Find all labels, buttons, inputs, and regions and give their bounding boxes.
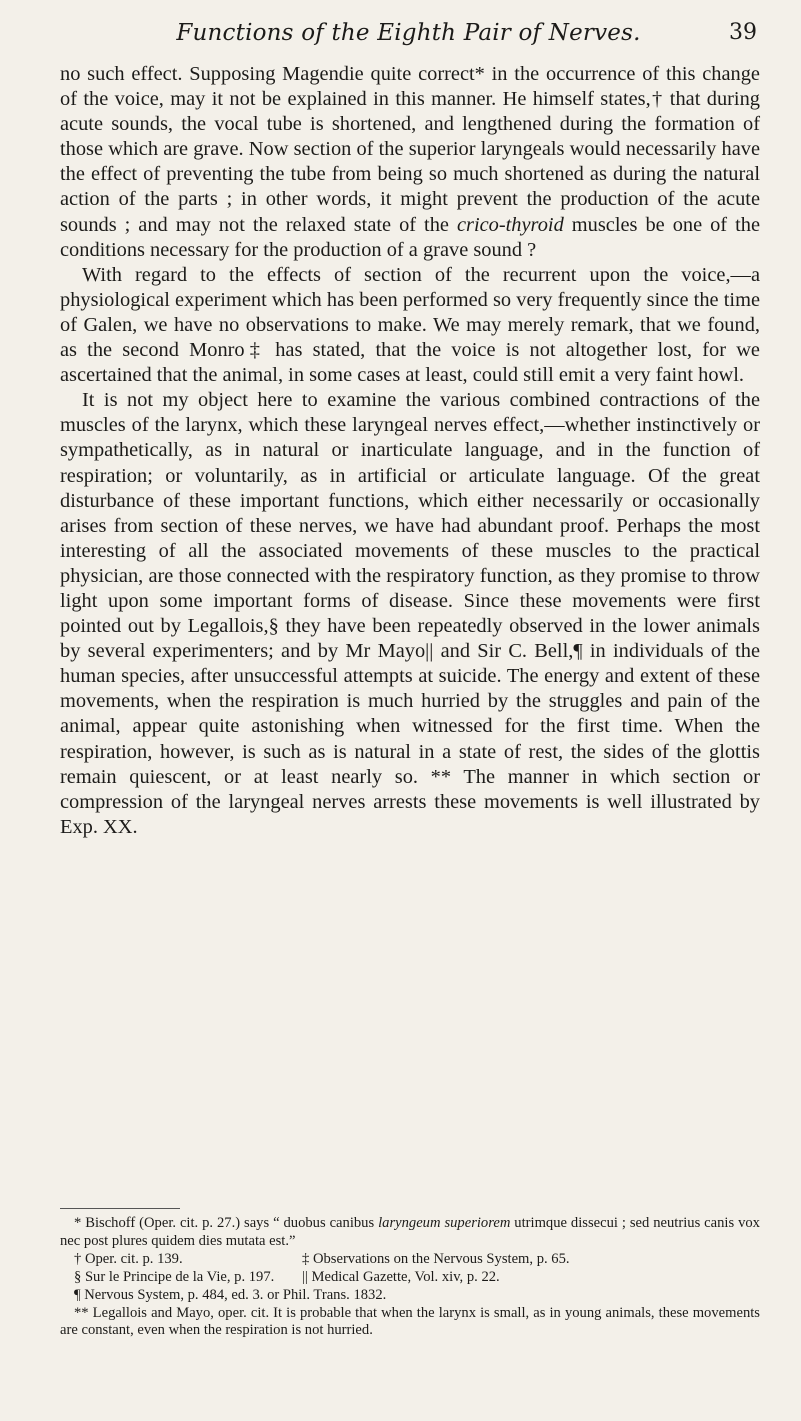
footnote-text: utrimque dissecui ; sed neutrius canis vox nec post plures quidem dies mutata est.” (60, 1215, 760, 1249)
footnote-italic: laryngeum superiorem (378, 1215, 511, 1231)
italic-term: crico-thyroid (456, 213, 564, 236)
running-title: Functions of the Eighth Pair of Nerves. (176, 20, 641, 46)
footnote-rule (60, 1208, 180, 1209)
footnote-legallois: ** Legallois and Mayo, oper. cit. It is probable that when the larynx is small, as in young animals, these movements are constant, even when the respiration is not hurried. (60, 1304, 760, 1339)
footnote-principe: § Sur le Principe de la Vie, p. 197. (74, 1268, 275, 1285)
paragraph-recurrent: With regard to the effects of section of the recurrent upon the voice,—a physiological experiment which has been performed so very frequently since the time of Galen, we have no observations to make. We may merely remark, that we found, as the second Monro‡ has stated, that the voice is not altogether lost, for we ascertained that the animal, in some cases at least, could still emit a very faint howl. (60, 263, 760, 387)
footnote-observations: ‡ Observations on the Nervous System, p. 65. (302, 1250, 570, 1267)
footnote-nervous-system: ¶ Nervous System, p. 484, ed. 3. or Phil. Trans. 1832. (74, 1286, 387, 1303)
paragraph-contractions: It is not my object here to examine the various combined contractions of the muscles of the larynx, which these laryngeal nerves effect,—whether instinctively or sympathetically, as in natural or inarticulate language, and in the function of respiration; or voluntarily, as in artificial or articulate language. Of the great disturbance of these important functions, which either necessarily or occasionally arises from section of these nerves, we have had abundant proof. Perhaps the most interesting of all the associated movements of these muscles to the practical physician, are those connected with the respiratory function, as they promise to throw light upon some important forms of disease. Since these movements were first pointed out by Legallois,§ they have been repeatedly observed in the lower animals by several experimenters; and by Mr Mayo|| and Sir C. Bell,¶ in individuals of the human species, after unsuccessful attempts at suicide. The energy and extent of these movements, when the respiration is much hurried by the struggles and pain of the animal, appear quite astonishing when witnessed for the first time. When the respiration, however, is such as is natural in a state of rest, the sides of the glottis remain quiescent, or at least nearly so. ** The manner in which section or compression of the laryngeal nerves arrests these movements is well illustrated by Exp. XX. (60, 389, 760, 838)
page-number: 39 (729, 20, 757, 45)
paragraph-magendie (60, 62, 760, 263)
paragraph-text: muscles be one of the conditions necessary for the production of a grave sound ? (60, 213, 760, 261)
footnote-oper-cit: † Oper. cit. p. 139. (74, 1250, 183, 1267)
footnote-text: * Bischoff (Oper. cit. p. 27.) says “ duobus canibus (74, 1215, 379, 1231)
footnote-row (60, 1251, 760, 1269)
footnote-row (60, 1269, 760, 1287)
footnotes (60, 1215, 760, 1340)
footnote-medical-gazette: || Medical Gazette, Vol. xiv, p. 22. (302, 1268, 500, 1285)
running-head (60, 20, 757, 50)
body-text (60, 62, 760, 840)
footnote-bischoff (60, 1215, 760, 1251)
paragraph-text: no such effect. Supposing Magendie quite correct* in the occurrence of this change of the voice, may it not be explained in this manner. He himself states,† that during acute sounds, the vocal tube is shortened, and lengthened during the formation of those which are grave. Now section of the superior laryngeals would necessarily have the effect of preventing the tube from being so much shortened as during the natural action of the parts ; in other words, it might prevent the production of the acute sounds ; and may not the relaxed state of the (60, 63, 760, 236)
